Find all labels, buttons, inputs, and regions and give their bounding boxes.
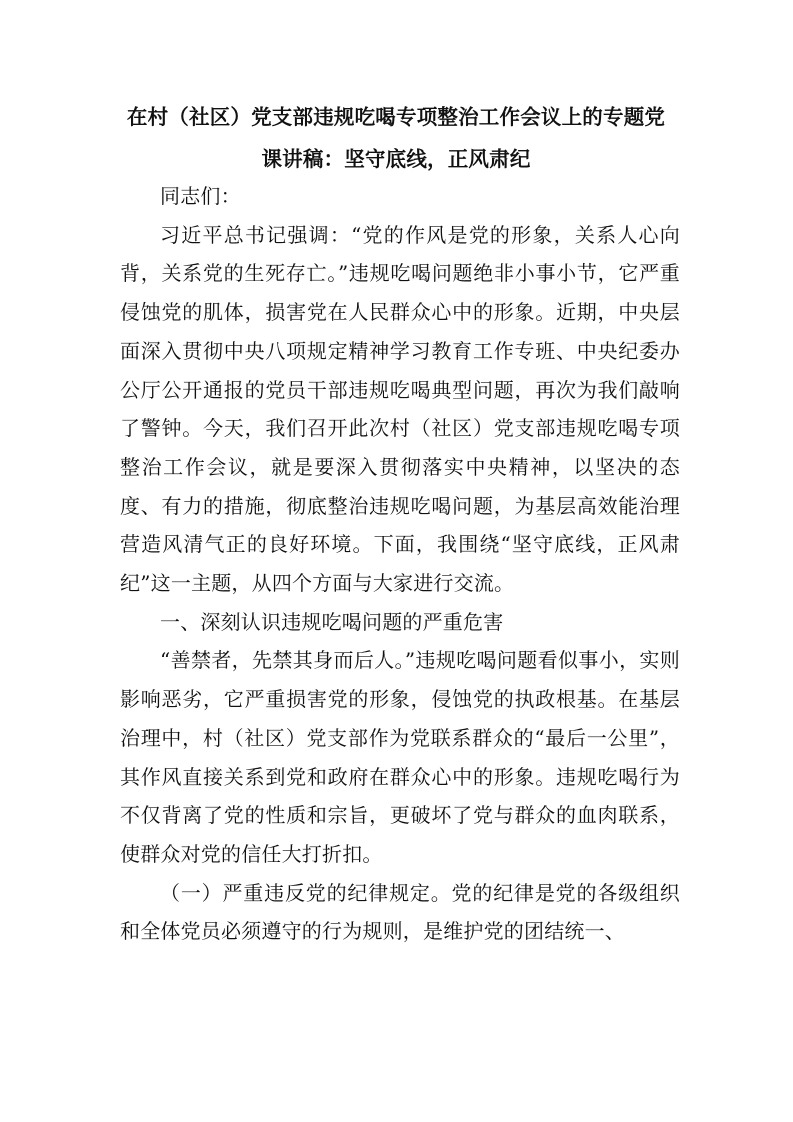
intro-paragraph: 习近平总书记强调：“党的作风是党的形象，关系人心向背，关系党的生死存亡。”违规吃喝问题绝非小事小节，它严重侵蚀党的肌体，损害党在人民群众心中的形象。近期，中央层面深入贯彻中央八项规定精神学习教育工作专班、中央纪委办公厅公开通报的党员干部违规吃喝典型问题，再次为我们敲响了警钟。今天，我们召开此次村（社区）党支部违规吃喝专项整治工作会议，就是要深入贯彻落实中央精神，以坚决的态度、有力的措施，彻底整治违规吃喝问题，为基层高效能治理营造风清气正的良好环境。下面，我围绕“坚守底线，正风肃纪”这一主题，从四个方面与大家进行交流。 [120,222,680,596]
document-body [120,177,680,951]
salutation-paragraph: 同志们： [160,184,241,208]
document-title-line-1: 在村（社区）党支部违规吃喝专项整治工作会议上的专题党 [126,105,666,129]
document-title-line-2: 课讲稿：坚守底线，正风肃纪 [261,147,531,171]
subsection-1-paragraph: （一）严重违反党的纪律规定。党的纪律是党的各级组织和全体党员必须遵守的行为规则，是维护党的团结统一、 [120,880,680,944]
section-1-paragraph: “善禁者，先禁其身而后人。”违规吃喝问题看似事小，实则影响恶劣，它严重损害党的形象，侵蚀党的执政根基。在基层治理中，村（社区）党支部作为党联系群众的“最后一公里”，其作风直接关系到党和政府在群众心中的形象。违规吃喝行为不仅背离了党的性质和宗旨，更破坏了党与群众的血肉联系，使群众对党的信任大打折扣。 [120,648,680,866]
section-heading-1: 一、深刻认识违规吃喝问题的严重危害 [160,609,504,634]
